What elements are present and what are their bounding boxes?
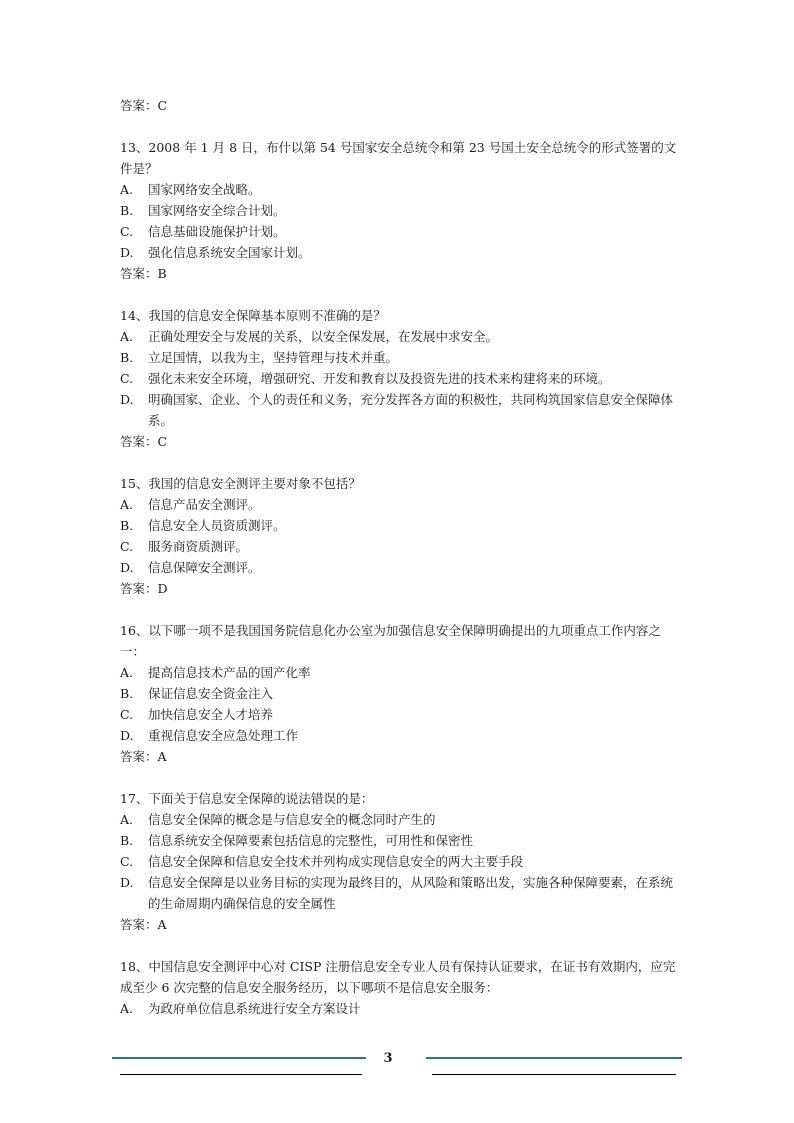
option-a [120, 494, 680, 515]
option-letter: B. [120, 350, 134, 365]
option-text: 国家网络安全综合计划。 [148, 203, 286, 218]
option-c [120, 221, 680, 242]
option-letter: B. [120, 833, 134, 848]
option-b [120, 200, 680, 221]
option-letter: A. [120, 329, 134, 344]
option-d [120, 242, 680, 263]
option-d [120, 872, 680, 914]
option-letter: B. [120, 686, 134, 701]
option-text: 信息安全保障的概念是与信息安全的概念同时产生的 [148, 812, 436, 827]
question-13 [120, 137, 680, 284]
question-stem: 13、2008 年 1 月 8 日，布什以第 54 号国家安全总统令和第 23 号国土安全总统令的形式签署的文件是？ [120, 140, 677, 176]
option-text: 明确国家、企业、个人的责任和义务，充分发挥各方面的积极性，共同构筑国家信息安全保障体系。 [148, 392, 674, 428]
option-a [120, 662, 680, 683]
option-letter: A. [120, 497, 134, 512]
question-17 [120, 788, 680, 935]
option-b [120, 830, 680, 851]
option-letter: A. [120, 665, 134, 680]
option-a [120, 998, 680, 1019]
question-16 [120, 620, 680, 767]
option-text: 信息产品安全测评。 [148, 497, 261, 512]
option-c [120, 704, 680, 725]
option-text: 提高信息技术产品的国产化率 [148, 665, 311, 680]
answer: 答案：B [120, 266, 167, 281]
option-letter: D. [120, 560, 134, 575]
option-letter: D. [120, 245, 134, 260]
page-footer [0, 1050, 794, 1080]
option-letter: D. [120, 875, 134, 890]
option-text: 为政府单位信息系统进行安全方案设计 [148, 1001, 361, 1016]
option-text: 强化信息系统安全国家计划。 [148, 245, 311, 260]
footer-left-blue-rule [112, 1057, 366, 1059]
question-15 [120, 473, 680, 599]
question-stem: 18、中国信息安全测评中心对 CISP 注册信息安全专业人员有保持认证要求，在证书有效期内，应完成至少 6 次完整的信息安全服务经历，以下哪项不是信息安全服务： [120, 959, 676, 995]
option-c [120, 368, 680, 389]
document-body [120, 95, 680, 1019]
option-c [120, 851, 680, 872]
option-letter: C. [120, 854, 134, 869]
option-letter: C. [120, 707, 134, 722]
option-text: 加快信息安全人才培养 [148, 707, 274, 722]
answer: 答案：D [120, 581, 168, 596]
option-text: 信息安全保障是以业务目标的实现为最终目的，从风险和策略出发，实施各种保障要素，在系统的生命周期内确保信息的安全属性 [148, 875, 674, 911]
option-text: 重视信息安全应急处理工作 [148, 728, 299, 743]
option-letter: B. [120, 518, 134, 533]
option-text: 保证信息安全资金注入 [148, 686, 274, 701]
option-text: 信息基础设施保护计划。 [148, 224, 286, 239]
question-18 [120, 956, 680, 1019]
question-14 [120, 305, 680, 452]
option-d [120, 557, 680, 578]
option-c [120, 536, 680, 557]
option-d [120, 725, 680, 746]
answer: 答案：A [120, 749, 167, 764]
option-letter: A. [120, 1001, 134, 1016]
question-stem: 17、下面关于信息安全保障的说法错误的是： [120, 791, 374, 806]
question-stem: 15、我国的信息安全测评主要对象不包括？ [120, 476, 361, 491]
question-stem: 16、以下哪一项不是我国国务院信息化办公室为加强信息安全保障明确提出的九项重点工作内容之一： [120, 623, 661, 659]
option-text: 国家网络安全战略。 [148, 182, 261, 197]
option-a [120, 326, 680, 347]
option-text: 强化未来安全环境，增强研究、开发和教育以及投资先进的技术来构建将来的环境。 [148, 371, 611, 386]
option-a [120, 809, 680, 830]
option-letter: D. [120, 392, 134, 407]
answer: 答案：C [120, 434, 168, 449]
option-b [120, 683, 680, 704]
option-text: 信息安全保障和信息安全技术并列构成实现信息安全的两大主要手段 [148, 854, 524, 869]
option-letter: A. [120, 182, 134, 197]
option-b [120, 515, 680, 536]
option-letter: C. [120, 371, 134, 386]
option-text: 立足国情，以我为主，坚持管理与技术并重。 [148, 350, 399, 365]
option-a [120, 179, 680, 200]
option-text: 正确处理安全与发展的关系，以安全保发展，在发展中求安全。 [148, 329, 499, 344]
footer-right-rule [432, 1074, 676, 1075]
previous-answer: 答案：C [120, 98, 168, 113]
option-letter: A. [120, 812, 134, 827]
option-b [120, 347, 680, 368]
footer-left-rule [120, 1074, 362, 1075]
option-text: 信息保障安全测评。 [148, 560, 261, 575]
option-d [120, 389, 680, 431]
option-text: 信息系统安全保障要素包括信息的完整性，可用性和保密性 [148, 833, 474, 848]
option-letter: C. [120, 539, 134, 554]
page-number: 3 [383, 1051, 393, 1066]
option-letter: C. [120, 224, 134, 239]
option-letter: B. [120, 203, 134, 218]
option-letter: D. [120, 728, 134, 743]
option-text: 服务商资质测评。 [148, 539, 249, 554]
question-stem: 14、我国的信息安全保障基本原则不准确的是？ [120, 308, 386, 323]
footer-right-blue-rule [426, 1057, 682, 1059]
answer: 答案：A [120, 917, 167, 932]
option-text: 信息安全人员资质测评。 [148, 518, 286, 533]
